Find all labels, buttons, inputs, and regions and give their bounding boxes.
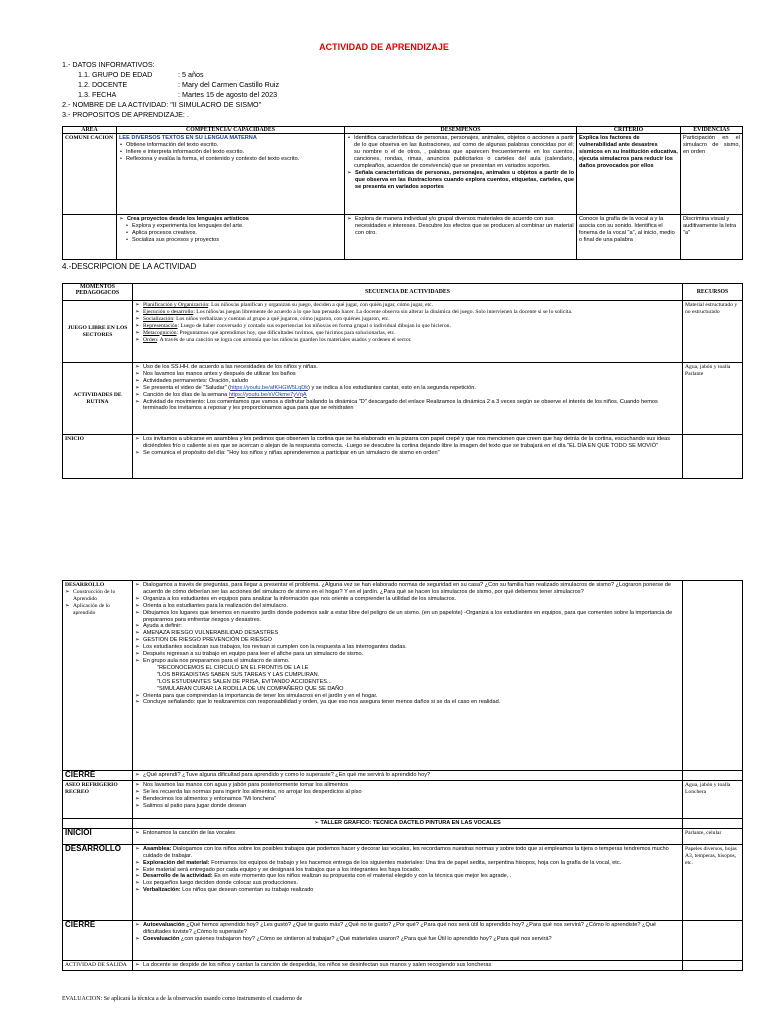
secuencia-table-1	[62, 283, 743, 479]
activity-item: ➢ GESTION DE RIESGO PREVENCIÓN DE RIESGO	[135, 637, 680, 644]
activity-item: ➢ Se presenta el video de "Saludar" (https://youtu.be/afKHGW5LqDk) y se indica a los estudiantes cantar, esto en la segunda repetición.	[135, 385, 680, 392]
desempeno-cell	[345, 134, 577, 215]
taller-empty-cell	[63, 818, 133, 828]
activity-item: ➢ Bendecimos los alimentos y entonamos "Mi lonchera"	[135, 796, 680, 803]
rutina-activities	[133, 363, 683, 435]
propositos-row-comunicacion	[63, 134, 743, 215]
desarrollo2-activities	[133, 844, 683, 920]
section-1-heading: 1.- DATOS INFORMATIVOS:	[62, 60, 155, 69]
video-saludar-link[interactable]: https://youtu.be/afKHGW5LqDk	[230, 384, 309, 391]
recursos-cell-empty	[683, 920, 743, 960]
sub-momento: ➢ Aplicación de lo aprendido	[65, 603, 130, 617]
activity-item: ➢ Este material será entregado por cada equipo y se designará los trabajos que a los integrantes les haya tocado.	[135, 867, 680, 874]
capacidad-item: • Reflexiona y evalúa la forma, el contenido y contexto del texto escrito.	[119, 156, 342, 163]
recursos-cell-empty	[683, 960, 743, 970]
activity-item: ➢ Planificación y Organización: Los niños/as planifican y organizan su juego, deciden a qué jugar, con quién jugar, cómo jugar, etc.	[135, 302, 680, 309]
activity-item: ➢ Orienta a los estudiantes para la realización del simulacro.	[135, 603, 680, 610]
capacidad-item: • Explora y experimenta los lenguajes del arte.	[125, 223, 342, 230]
capacidad-item: • Infiere e interpreta información del texto escrito.	[119, 149, 342, 156]
capacidad-item: • Socializa sus procesos y proyectos	[125, 237, 342, 244]
inicio-activities	[133, 435, 683, 479]
slogan-item: "LOS BRIGADISTAS SABEN SUS TAREAS Y LAS CUMPLIRAN.	[157, 671, 320, 678]
secuencia-table-2	[62, 580, 743, 971]
criterio-cell: Conoce la grafía de la vocal a y la asocia con su sonido. Identifica el fonema de la vocal "a", al inicio, medio o final de una palabra	[577, 215, 681, 260]
propositos-header-row	[63, 127, 743, 134]
activity-item: ➢ Orden: A través de una canción se logra con armonía que los niños/as guarden los materiales usados y ordenen el sector.	[135, 337, 680, 344]
activity-item: ➢ Los invitamos a ubicarse en asamblea y les pedimos que observen la cortina que se ha elaborado en la pizarra con papel crepé y que nos mencionen que creen que hay detrás de la cortina, escuchando sus ideas diciéndoles frío o caliente si es que se acercan o alejan de la respuesta correcta. -Luego se descubre la cortina dejando libre la imagen del texto que se trabajará en el día "EL DÍA EN QUE TODO SE MOVIÓ"	[135, 436, 680, 450]
capacidad-item: • Aplica procesos creativos.	[125, 230, 342, 237]
activity-item: ➢ Canción de los días de la semana https://youtu.be/sVOkme7yVqA	[135, 392, 680, 399]
row-inicio	[63, 435, 743, 479]
section-2-heading: 2.- NOMBRE DE LA ACTIVIDAD: "II SIMULACRO DE SISMO"	[62, 100, 262, 109]
arrow-icon: ➢	[314, 819, 319, 826]
momento-cell	[63, 581, 133, 771]
activity-item: ➢ Asamblea: Dialogamos con los niños sobre los posibles trabajos que podemos hacer y decorar las vocales, les recordamos nuestras normas y sobre todo que si empleamos la tijera o temperas tendremos mucho cuidado de trabajar.	[135, 846, 680, 860]
row-cierre-2	[63, 920, 743, 960]
activity-item: ➢ Concluye señalando: que lo realizaremos con responsabilidad y orden, ya que eso nos asegura tener menos daños si se da el caso en realidad.	[135, 699, 680, 706]
evidencia-cell: Discrimina visual y auditivamente la letra "a"	[681, 215, 743, 260]
info-grupo: 1.1. GRUPO DE EDAD : 5 años	[78, 70, 204, 79]
secuencia-header-row	[63, 284, 743, 301]
activity-item: ➢ Actividad de movimiento: Los comentamos que vamos a disfrutar bailando la dinámica "D" descargado del enlace Realizamos la dinámica 2 a 3 veces según se observe el interés de los niños. Cuando hemos terminado los invitamos a reposar y les proporcionamos agua para que se rehidraten	[135, 399, 680, 413]
momento-label: DESARROLLO	[63, 844, 133, 920]
propositos-row-arte	[63, 215, 743, 260]
activity-item: ➢ Exploración del material: Formamos los equipos de trabajo y les hacemos entrega de los siguientes materiales: Una tira de papel sedita, serpentina hisopos, hoja con la grafía de la vocal, etc.	[135, 860, 680, 867]
row-desarrollo	[63, 581, 743, 771]
activity-item: ➢ Verbalización: Los niños que desean comentan su trabajo realizado	[135, 887, 680, 894]
capacidad-item: • Obtiene información del texto escrito.	[119, 142, 342, 149]
competencia-cell	[117, 134, 345, 215]
propositos-table	[62, 126, 743, 260]
activity-item: ➢ Uso de los SS.HH. de acuerdo a las necesidades de los niños y niñas.	[135, 364, 680, 371]
activity-item: ➢ Dialogamos a través de preguntas, para llegar a presentar el problema. ¿Alguna vez se han elaborado normas de seguridad en su casa? ¿Con su familia han realizado simulacros de sismo? ¿Lograron ponerse de acuerdo de cómo deberían ser las acciones del simulacro de sismo en el hogar? Y en el jardín. ¿Para qué se hacen los simulacros de sismo, por qué debemos tener simulacros?	[135, 582, 680, 596]
row-juego-libre	[63, 301, 743, 363]
activity-item: ➢ Nos lavamos las manos con agua y jabón para posteriormente tomar los alimentos	[135, 782, 680, 789]
momento-label: ACTIVIDAD DE SALIDA	[63, 960, 133, 970]
taller-title: ➢ TALLER GRAFICO: TECNICA DACTILO PINTURA EN LAS VOCALES	[133, 818, 683, 828]
cierre-activities: ➢ ¿Qué aprendí? ¿Tuve alguna dificultad para aprendido y como lo superaste? ¿En qué me servirá lo aprendido hoy?	[133, 771, 683, 781]
slogan-item: "SIMULARAN CURAR LA RODILLA DE UN COMPAÑERO QUE SE DAÑO	[157, 685, 344, 692]
row-inicio-2	[63, 828, 743, 844]
activity-item: ➢ En grupo aula nos preparamos para el simulacro de sismo.	[135, 658, 680, 665]
criterio-cell: Explica los factores de vulnerabilidad ante desastres sísmicos en su institución educativa, ejecuta simulacros para reducir los daños provocados por ellos	[577, 134, 681, 215]
activity-item: ➢ Orienta para que comprendan la importancia de tener los simulacros en el jardín y en el hogar.	[135, 693, 680, 700]
row-desarrollo-2	[63, 844, 743, 920]
slogan-item: "LOS ESTUDIANTES SALEN DE PRISA, EVITANDO ACCIDENTES...	[157, 678, 332, 685]
competencia-title: ➢ Crea proyectos desde los lenguajes artísticos	[119, 216, 342, 223]
video-dias-link[interactable]: https://youtu.be/sVOkme7yVqA	[228, 391, 307, 398]
activity-item: ➢ Después regresan a su trabajo en equipo para leer el afiche para un simulacro de sismo.	[135, 651, 680, 658]
momento-label: DESARROLLO	[65, 582, 105, 588]
momento-label: INICIOI	[63, 828, 133, 844]
activity-item: ➢ Nos lavamos las manos antes y después de utilizar los baños	[135, 371, 680, 378]
aseo-activities	[133, 780, 683, 818]
recursos-cell-empty	[683, 435, 743, 479]
col-evidencias: EVIDENCIAS	[681, 127, 743, 134]
row-salida	[63, 960, 743, 970]
activity-item: ➢ Coevaluación ¿con quienes trabajaron hoy? ¿Cómo se sintieron al trabajar? ¿Qué materiales usaron? ¿Para qué fue Útil lo aprendido hoy? ¿Para qué nos servirá?	[135, 936, 680, 943]
activity-item: ➢ Salimos al patio para jugar donde desean	[135, 803, 680, 810]
col-secuencia: SECUENCIA DE ACTIVIDADES	[133, 284, 683, 301]
activity-item: ➢ Desarrollo de la actividad: Es en este momento que los niños realizan su propuesta con el material elegido y con la técnica que mejor les agrade, .	[135, 873, 680, 880]
recursos-cell-empty	[683, 581, 743, 771]
row-cierre-1	[63, 771, 743, 781]
salida-activities: ➢ La docente se despide de los niños y cantan la canción de despedida, los niños se desinfectan sus manos y salen recogiendo sus loncheras	[133, 960, 683, 970]
section-4-heading: 4.-DESCRIPCION DE LA ACTIVIDAD	[62, 262, 197, 271]
col-area: AREA	[63, 127, 117, 134]
evidencia-cell: Participación en el simulacro de sismo, en orden	[681, 134, 743, 215]
row-taller	[63, 818, 743, 828]
desempeno-cell: ➢ Explora de manera individual y/o grupal diversos materiales de acuerdo con sus necesidades e intereses. Descubre los efectos que se producen al combinar un material con otro.	[345, 215, 577, 260]
info-docente: 1.2. DOCENTE : Mary del Carmen Castillo Ruiz	[78, 80, 280, 89]
col-competencia: COMPETENCIA/ CAPACIDADES	[117, 127, 345, 134]
activity-item: ➢ Actividades permanentes: Oración, saludo	[135, 378, 680, 385]
sub-momento: ➢ Construcción de lo Aprendido	[65, 589, 130, 603]
activity-item: ➢ Dibujamos los lugares que tenemos en nuestro jardín donde podemos salir a estar libre del peligro de un sismo. (en un papelote) -Organiza a los estudiantes en equipos, para que comenten sobre la importancia de prepararnos para enfrentar riesgos y desastres.	[135, 610, 680, 624]
activity-item: ➢ Metacognición: Preguntamos que aprendimos hoy, que dificultades tuvimos, que hicimos para solucionarlas, etc.	[135, 330, 680, 337]
activity-item: ➢ AMENAZA RIESGO VULNERABILIDAD DESASTRES	[135, 630, 680, 637]
col-desempenos: DESEMPEÑOS	[345, 127, 577, 134]
area-cell: COMUNI CACION	[63, 134, 117, 215]
inicio2-activities: ➢ Entonamos la canción de las vocales	[133, 828, 683, 844]
activity-item: ➢ Se les recuerda las normas para ingerir los alimentos, no arrojar los desperdicios al piso	[135, 789, 680, 796]
activity-item: ➢ Autoevaluación ¿Qué hemos aprendido hoy? ¿Les gustó? ¿Qué te gusto más? ¿Qué no te gusto? ¿Por qué? ¿Para qué nos será útil lo aprendido hoy? ¿Para qué nos servirá? ¿Cómo lo aprendiste? ¿Qué dificultades tuviste? ¿Cómo lo superaste?	[135, 922, 680, 936]
recursos-cell: Agua, jabón y toalla Parlante	[683, 363, 743, 435]
col-momentos: MOMENTOS PEDAGOGICOS	[63, 284, 133, 301]
cierre2-activities	[133, 920, 683, 960]
momento-label: JUEGO LIBRE EN LOS SECTORES	[63, 301, 133, 363]
document-title: ACTIVIDAD DE APRENDIZAJE	[319, 42, 449, 52]
slogan-item: "RECONOCEMOS EL CIRCULO EN EL FRONTIS DE LA I.E	[157, 664, 309, 671]
competencia-cell	[117, 215, 345, 260]
activity-item: ➢ Ayuda a definir:	[135, 623, 680, 630]
desarrollo-activities	[133, 581, 683, 771]
momento-label: ASEO REFRIGERIO RECREO	[63, 780, 133, 818]
recursos-cell: Agua, jabón y toalla Lonchera	[683, 780, 743, 818]
section-3-heading: 3.- PROPOSITOS DE APRENDIZAJE: .	[62, 110, 189, 119]
momento-label: INICIO	[63, 435, 133, 479]
activity-item: ➢ Los pequeños luego deciden donde colocar sus producciones.	[135, 880, 680, 887]
area-cell-empty	[63, 215, 117, 260]
row-rutina	[63, 363, 743, 435]
momento-label: CIERRE	[63, 920, 133, 960]
recursos-cell: Papeles diversos, hojas A3, temperas, hisopos, etc.	[683, 844, 743, 920]
info-fecha: 1.3. FECHA : Martes 15 de agosto del 2023	[78, 90, 278, 99]
competencia-title: LEE DIVERSOS TEXTOS EN SU LENGUA MATERNA	[119, 135, 257, 142]
activity-item: ➢ Socialización: Los niños verbalizan y cuentan al grupo a qué jugaron, cómo jugaron, con quiénes jugaron, etc.	[135, 316, 680, 323]
evaluacion-text: EVALUACION: Se aplicará la técnica a de la observación usando como instrumento el cuaderno de	[62, 996, 303, 1002]
activity-item: ➢ Los estudiantes socializan sus trabajos, los revisan si cumplen con la respuesta a las interrogantes dadas.	[135, 644, 680, 651]
momento-label: CIERRE	[63, 771, 133, 781]
activity-item: ➢ Organiza a los estudiantes en equipos para analizar la información que nos oriente a comprender la utilidad de los simulacros.	[135, 596, 680, 603]
desempeno-bold: ➢ Señala características de personas, personajes, animales u objetos a partir de lo que observa en las ilustraciones cuando explora cuentos, etiquetas, carteles, que se presenta en variados soportes	[347, 170, 574, 191]
activity-item: ➢ Representación: Luego de haber conversado y contado sus experiencias los niños/as en forma grupal o individual dibujan lo que hicieron.	[135, 323, 680, 330]
momento-label: ACTIVIDADES DE RUTINA	[63, 363, 133, 435]
recursos-cell-empty	[683, 818, 743, 828]
activity-item: ➢ Ejecución o desarrollo: Los niños/as juegan libremente de acuerdo a lo que han pensado hacer. La docente observa sin alterar la dinámica del juego. Solo intervienen la docente si se lo solicita.	[135, 309, 680, 316]
col-recursos: RECURSOS	[683, 284, 743, 301]
activity-item: ➢ Se comunica el propósito del día: "Hoy los niños y niñas aprenderemos a participar en un simulacro de sismo en orden"	[135, 450, 680, 457]
recursos-cell: Parlante, celular	[683, 828, 743, 844]
row-aseo	[63, 780, 743, 818]
desempeno-text: • Identifica características de personas, personajes, animales, objetos o acciones a partir de lo que observa en las ilustraciones, así como de algunas palabras conocidas por él: su nombre o el de otros, , palabras que aparecen frecuentemente en los cuentos, canciones, rondas, rimas, anuncios publicitarios o carteles del aula (calendario, cumpleaños, acuerdos de convivencia) que se presentan en variados soportes.	[347, 135, 574, 170]
recursos-cell: Material estructurado y no estructurado	[683, 301, 743, 363]
recursos-cell-empty	[683, 771, 743, 781]
juego-activities	[133, 301, 683, 363]
col-criterio: CRITERIO	[577, 127, 681, 134]
